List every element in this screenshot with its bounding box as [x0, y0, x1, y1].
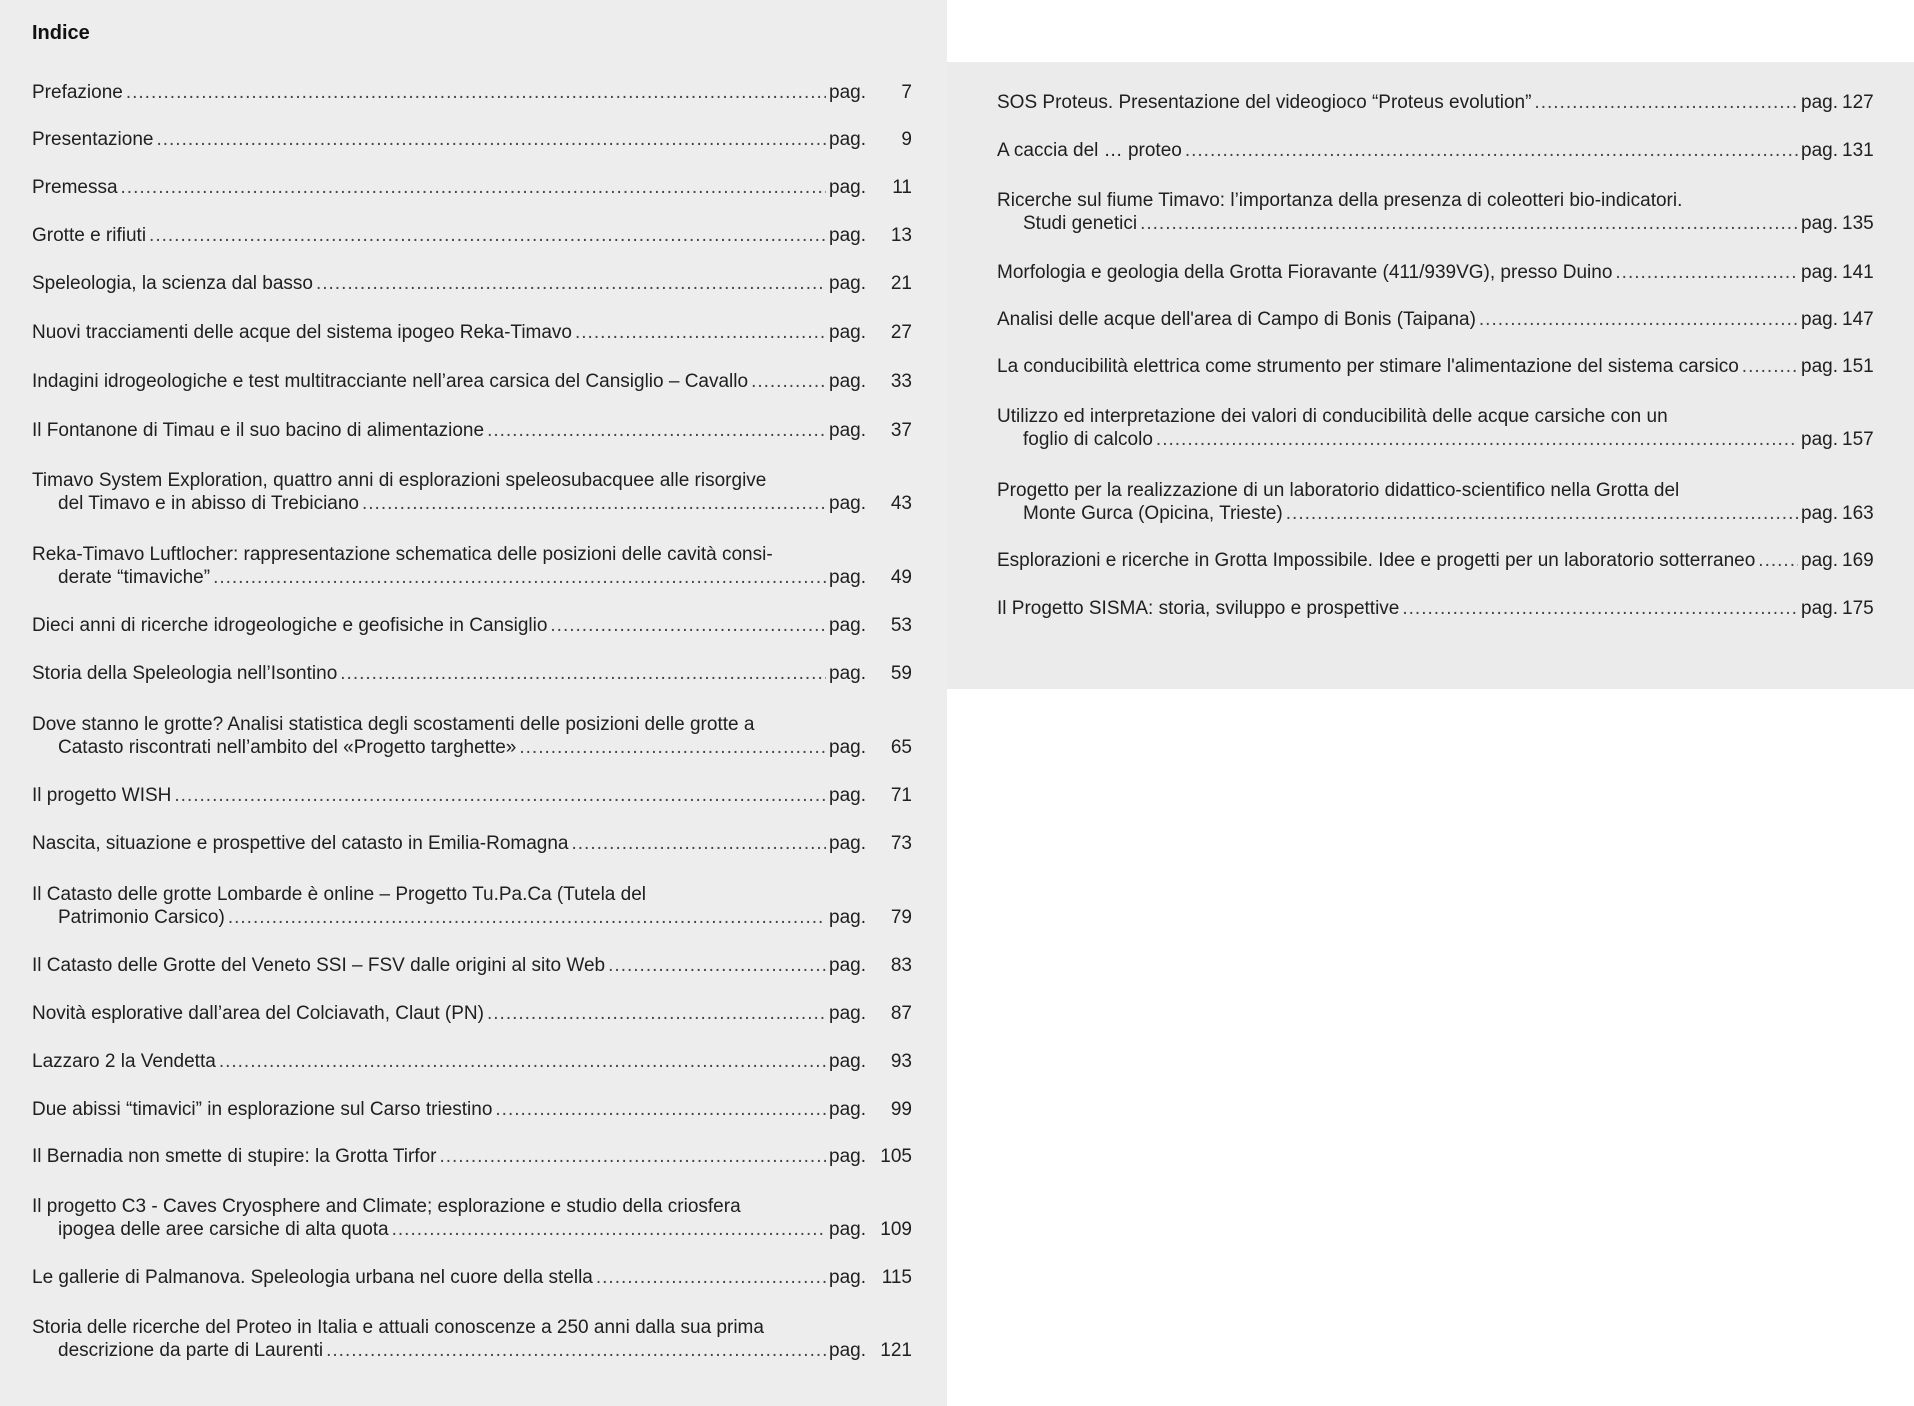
toc-entry	[32, 1195, 912, 1241]
entry-title: Indagini idrogeologiche e test multitracciante nell’area carsica del Cansiglio – Cavallo	[32, 371, 749, 392]
dot-leader	[362, 492, 826, 515]
page-number: 131	[1842, 140, 1874, 161]
page-label: pag.	[829, 567, 866, 588]
page-label: pag.	[829, 1099, 866, 1120]
entry-title: Morfologia e geologia della Grotta Fioravante (411/939VG), presso Duino	[997, 262, 1613, 283]
entry-title: Le gallerie di Palmanova. Speleologia urbana nel cuore della stella	[32, 1267, 593, 1288]
entry-title-line: Timavo System Exploration, quattro anni di esplorazioni speleosubacquee alle risorgive	[32, 470, 767, 491]
page-label: pag.	[829, 785, 866, 806]
page-number: 73	[890, 833, 912, 854]
page-label: pag.	[829, 663, 866, 684]
entry-title: Il Bernadia non smette di stupire: la Grotta Tirfor	[32, 1146, 437, 1167]
page-number: 127	[1842, 92, 1874, 113]
toc-entry	[32, 1316, 912, 1362]
entry-title: Monte Gurca (Opicina, Trieste)	[1023, 503, 1283, 524]
toc-entry	[32, 370, 912, 393]
page-number: 71	[890, 785, 912, 806]
entry-title-line: Reka-Timavo Luftlocher: rappresentazione schematica delle posizioni delle cavità consi-	[32, 544, 773, 565]
toc-entry	[997, 189, 1880, 235]
entry-title-line: Storia delle ricerche del Proteo in Italia e attuali conoscenze a 250 anni dalla sua prima	[32, 1317, 764, 1338]
toc-entry	[32, 1098, 912, 1121]
dot-leader	[608, 954, 826, 977]
entry-title: Il Fontanone di Timau e il suo bacino di alimentazione	[32, 420, 485, 441]
toc-entry	[997, 405, 1880, 451]
page-label: pag.	[1801, 550, 1838, 571]
toc-entry	[997, 308, 1880, 331]
page-label: pag.	[829, 82, 866, 103]
page-number: 83	[890, 955, 912, 976]
entry-title: Premessa	[32, 177, 118, 198]
entry-title: A caccia del … proteo	[997, 140, 1182, 161]
page-label: pag.	[829, 737, 866, 758]
page-number: 33	[890, 371, 912, 392]
page-number: 99	[890, 1099, 912, 1120]
dot-leader	[1185, 139, 1798, 162]
page-number: 105	[880, 1146, 912, 1167]
entry-title: Il Progetto SISMA: storia, sviluppo e prospettive	[997, 598, 1400, 619]
page-number: 93	[890, 1051, 912, 1072]
entry-title: Esplorazioni e ricerche in Grotta Impossibile. Idee e progetti per un laboratorio sotterraneo	[997, 550, 1756, 571]
toc-entry	[997, 355, 1880, 378]
page-number: 9	[901, 129, 912, 150]
page-number: 109	[880, 1219, 912, 1240]
entry-title: Storia della Speleologia nell’Isontino	[32, 663, 338, 684]
entry-title-line: Il Catasto delle grotte Lombarde è online – Progetto Tu.Pa.Ca (Tutela del	[32, 884, 646, 905]
page-label: pag.	[1801, 140, 1838, 161]
toc-entry	[32, 954, 912, 977]
page-number: 43	[890, 493, 912, 514]
dot-leader	[1758, 549, 1798, 572]
entry-title: Il Catasto delle Grotte del Veneto SSI – FSV dalle origini al sito Web	[32, 955, 606, 976]
entry-title: Studi genetici	[1023, 213, 1138, 234]
page-label: pag.	[829, 177, 866, 198]
entry-title: Catasto riscontrati nell’ambito del «Progetto targhette»	[58, 737, 517, 758]
dot-leader	[575, 321, 826, 344]
entry-title-line: Dove stanno le grotte? Analisi statistica degli scostamenti delle posizioni delle grotte a	[32, 714, 755, 735]
toc-entry	[32, 81, 912, 104]
dot-leader	[326, 1339, 826, 1362]
page-label: pag.	[829, 1051, 866, 1072]
toc-entry	[32, 614, 912, 637]
entry-title: Nuovi tracciamenti delle acque del sistema ipogeo Reka-Timavo	[32, 322, 572, 343]
toc-entry	[32, 1145, 912, 1168]
dot-leader	[174, 784, 826, 807]
page-label: pag.	[829, 129, 866, 150]
toc-entry	[997, 549, 1880, 572]
entry-title-line: Ricerche sul fiume Timavo: l’importanza della presenza di coleotteri bio-indicatori.	[997, 190, 1683, 211]
page-label: pag.	[1801, 503, 1838, 524]
entry-title: Lazzaro 2 la Vendetta	[32, 1051, 216, 1072]
dot-leader	[1534, 91, 1798, 114]
page-label: pag.	[1801, 92, 1838, 113]
entry-title-line: Il progetto C3 - Caves Cryosphere and Climate; esplorazione e studio della criosfera	[32, 1196, 741, 1217]
toc-entry	[32, 883, 912, 929]
entry-title: Due abissi “timavici” in esplorazione sul Carso triestino	[32, 1099, 493, 1120]
toc-entry	[32, 1266, 912, 1289]
dot-leader	[213, 566, 826, 589]
dot-leader	[1140, 212, 1798, 235]
entry-title-line: Progetto per la realizzazione di un laboratorio didattico-scientifico nella Grotta del	[997, 480, 1680, 501]
page-label: pag.	[1801, 429, 1838, 450]
dot-leader	[550, 614, 826, 637]
dot-leader	[149, 224, 826, 247]
entry-title: Analisi delle acque dell'area di Campo di Bonis (Taipana)	[997, 309, 1476, 330]
page-number: 49	[890, 567, 912, 588]
entry-title: Novità esplorative dall’area del Colciavath, Claut (PN)	[32, 1003, 484, 1024]
entry-title: Prefazione	[32, 82, 123, 103]
page-label: pag.	[829, 615, 866, 636]
page-label: pag.	[1801, 309, 1838, 330]
page-label: pag.	[1801, 598, 1838, 619]
dot-leader	[1742, 355, 1798, 378]
page-label: pag.	[829, 955, 866, 976]
entry-title: Dieci anni di ricerche idrogeologiche e geofisiche in Cansiglio	[32, 615, 548, 636]
toc-entry	[32, 662, 912, 685]
page-number: 59	[890, 663, 912, 684]
dot-leader	[596, 1266, 826, 1289]
page-label: pag.	[829, 833, 866, 854]
page-number: 53	[890, 615, 912, 636]
page-label: pag.	[829, 420, 866, 441]
dot-leader	[572, 832, 827, 855]
page-number: 21	[890, 273, 912, 294]
page-label: pag.	[829, 225, 866, 246]
dot-leader	[126, 81, 826, 104]
toc-entry	[32, 784, 912, 807]
toc-entry	[32, 321, 912, 344]
index-heading: Indice	[32, 22, 90, 44]
entry-title: descrizione da parte di Laurenti	[58, 1340, 324, 1361]
page-label: pag.	[829, 322, 866, 343]
page-label: pag.	[829, 1267, 866, 1288]
page-number: 7	[901, 82, 912, 103]
entry-title: Presentazione	[32, 129, 154, 150]
dot-leader	[156, 128, 826, 151]
dot-leader	[439, 1145, 826, 1168]
dot-leader	[392, 1218, 826, 1241]
dot-leader	[228, 906, 826, 929]
page-number: 27	[890, 322, 912, 343]
page-number: 147	[1842, 309, 1874, 330]
toc-entry	[32, 419, 912, 442]
entry-title: Nascita, situazione e prospettive del catasto in Emilia-Romagna	[32, 833, 569, 854]
dot-leader	[1402, 597, 1798, 620]
entry-title: Speleologia, la scienza dal basso	[32, 273, 313, 294]
page-number: 121	[880, 1340, 912, 1361]
toc-entry	[32, 713, 912, 759]
page-number: 157	[1842, 429, 1874, 450]
page-number: 175	[1842, 598, 1874, 619]
page-number: 141	[1842, 262, 1874, 283]
page-label: pag.	[829, 907, 866, 928]
page-number: 135	[1842, 213, 1874, 234]
page-number: 79	[890, 907, 912, 928]
toc-entry	[32, 176, 912, 199]
dot-leader	[340, 662, 826, 685]
page-label: pag.	[829, 273, 866, 294]
page-number: 151	[1842, 356, 1874, 377]
page-label: pag.	[829, 1146, 866, 1167]
dot-leader	[316, 272, 826, 295]
toc-entry	[32, 272, 912, 295]
entry-title: La conducibilità elettrica come strumento per stimare l'alimentazione del sistema carsico	[997, 356, 1739, 377]
left-page	[0, 0, 947, 1406]
entry-title: Il progetto WISH	[32, 785, 172, 806]
entry-title: Grotte e rifiuti	[32, 225, 147, 246]
page-number: 169	[1842, 550, 1874, 571]
toc-entry	[32, 543, 912, 589]
dot-leader	[495, 1098, 826, 1121]
dot-leader	[487, 1002, 826, 1025]
toc-entry	[997, 597, 1880, 620]
page-number: 37	[890, 420, 912, 441]
dot-leader	[1479, 308, 1798, 331]
dot-leader	[751, 370, 826, 393]
page-number: 87	[890, 1003, 912, 1024]
page-label: pag.	[829, 493, 866, 514]
page-label: pag.	[1801, 213, 1838, 234]
page-label: pag.	[829, 1340, 866, 1361]
page-label: pag.	[829, 371, 866, 392]
page-number: 65	[890, 737, 912, 758]
toc-entry	[32, 1002, 912, 1025]
dot-leader	[1615, 261, 1798, 284]
entry-title: derate “timaviche”	[58, 567, 211, 588]
toc-entry	[32, 224, 912, 247]
toc-entry	[997, 139, 1880, 162]
dot-leader	[519, 736, 826, 759]
entry-title: del Timavo e in abisso di Trebiciano	[58, 493, 359, 514]
toc-entry	[32, 128, 912, 151]
page-label: pag.	[1801, 356, 1838, 377]
page-number: 163	[1842, 503, 1874, 524]
entry-title-line: Utilizzo ed interpretazione dei valori di conducibilità delle acque carsiche con un	[997, 406, 1668, 427]
page-number: 115	[881, 1267, 912, 1288]
toc-entry	[997, 91, 1880, 114]
page-label: pag.	[829, 1003, 866, 1024]
toc-entry	[997, 261, 1880, 284]
page-label: pag.	[1801, 262, 1838, 283]
page-number: 13	[890, 225, 912, 246]
toc-entry	[32, 469, 912, 515]
entry-title: SOS Proteus. Presentazione del videogioco “Proteus evolution”	[997, 92, 1532, 113]
right-page	[947, 62, 1914, 689]
entry-title: ipogea delle aree carsiche di alta quota	[58, 1219, 389, 1240]
dot-leader	[1286, 502, 1798, 525]
page-number: 11	[892, 177, 912, 198]
dot-leader	[1156, 428, 1798, 451]
entry-title: Patrimonio Carsico)	[58, 907, 225, 928]
dot-leader	[487, 419, 826, 442]
entry-title: foglio di calcolo	[1023, 429, 1153, 450]
dot-leader	[219, 1050, 826, 1073]
toc-entry	[32, 1050, 912, 1073]
toc-entry	[997, 479, 1880, 525]
toc-entry	[32, 832, 912, 855]
page-label: pag.	[829, 1219, 866, 1240]
dot-leader	[121, 176, 826, 199]
